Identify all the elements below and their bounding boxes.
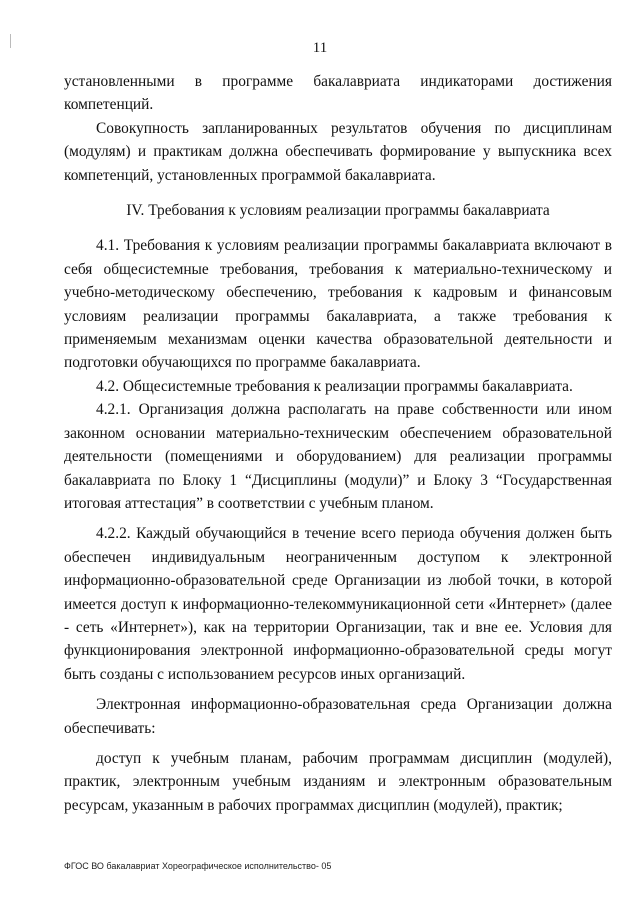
- page-footer: ФГОС ВО бакалавриат Хореографическое исполнительство- 05: [64, 861, 332, 871]
- paragraph-4-2-2: 4.2.2. Каждый обучающийся в течение всего периода обучения должен быть обеспечен индивидуальным неограниченным доступом к электронной информационно-образовательной среде Организации из любой точки, в которой имеется доступ к информационно-телекоммуникационной сети «Интернет» (далее - сеть «Интернет»), как на территории Организации, так и вне ее. Условия для функционирования электронной информационно-образовательной среды могут быть созданы с использованием ресурсов иных организаций.: [64, 525, 612, 683]
- paragraph-4-2-1: 4.2.1. Организация должна располагать на праве собственности или ином законном основании материально-техническим обеспечением образовательной деятельности (помещениями и оборудованием) для реализации программы бакалавриата по Блоку 1 “Дисциплины (модули)” и Блоку 3 “Государственная итоговая аттестация” в соответствии с учебным планом.: [64, 401, 612, 512]
- page-number: 11: [312, 40, 328, 56]
- document-body: [64, 70, 612, 817]
- paragraph-eios: Электронная информационно-образовательная среда Организации должна обеспечивать:: [64, 696, 612, 737]
- paragraph-4-2: 4.2. Общесистемные требования к реализации программы бакалавриата.: [96, 377, 573, 395]
- paragraph-results: Совокупность запланированных результатов обучения по дисциплинам (модулям) и практикам должна обеспечивать формирование у выпускника всех компетенций, установленных программой бакалавриата.: [64, 119, 612, 184]
- paragraph-continuation: установленными в программе бакалавриата индикаторами достижения компетенций.: [64, 73, 612, 114]
- paragraph-4-1: 4.1. Требования к условиям реализации программы бакалавриата включают в себя общесистемные требования, требования к материально-техническому и учебно-методическому обеспечению, требования к кадровым и финансовым условиям реализации программы бакалавриата, а также требования к применяемым механизмам оценки качества образовательной деятельности и подготовки обучающихся по программе бакалавриата.: [64, 237, 612, 372]
- paragraph-access: доступ к учебным планам, рабочим программам дисциплин (модулей), практик, электронным учебным изданиям и электронным образовательным ресурсам, указанным в рабочих программах дисциплин (модулей), практик;: [64, 749, 612, 814]
- section-heading: IV. Требования к условиям реализации программы бакалавриата: [126, 202, 550, 220]
